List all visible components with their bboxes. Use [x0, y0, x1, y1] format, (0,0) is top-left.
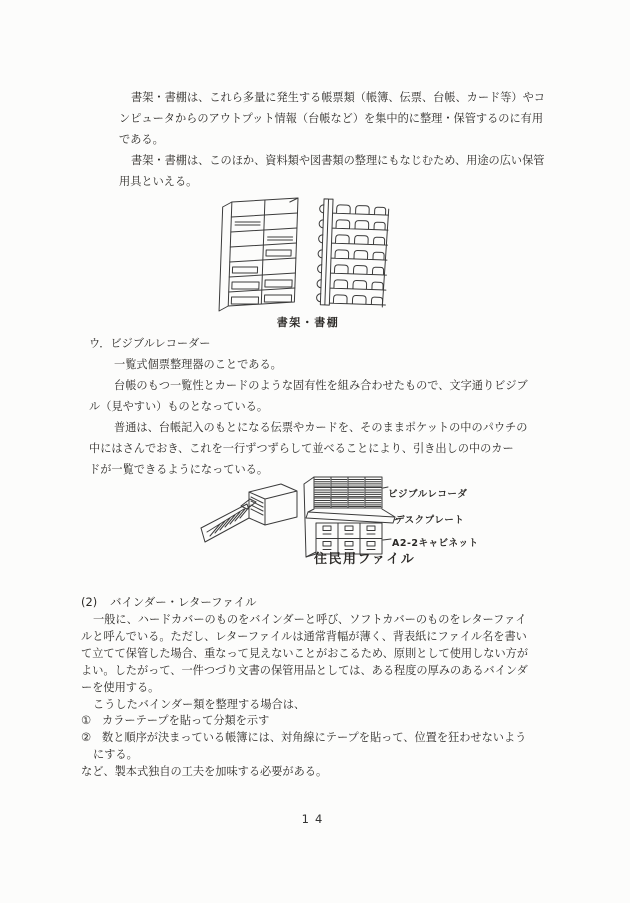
section-number: (2) [81, 595, 98, 609]
bookshelf-right-drawing [316, 199, 389, 307]
figure2-label-cabinet: A2-2キャビネット [392, 538, 479, 549]
item-text: 数と順序が決まっている帳簿には、対角線にテープを貼って、位置を狂わせないよう [102, 731, 527, 745]
text-line: である。 [119, 133, 164, 146]
text-line: て立てて保管した場合、重なって見えないことがおこるため、原則として使用しない方が [81, 646, 529, 660]
item-number: ① [81, 714, 92, 728]
text-line: にする。 [93, 748, 138, 762]
text-line: ル（見やすい）ものとなっている。 [89, 400, 269, 413]
list-item [81, 730, 561, 747]
section-visible-recorder [89, 333, 569, 480]
text-line: ーを使用する。 [81, 680, 160, 694]
figure2-label-visible-recorder: ビジブルレコーダ [388, 489, 468, 500]
leader-line [383, 539, 391, 540]
text-line: 一般に、ハードカバーのものをバインダーと呼び、ソフトカバーのものをレターファイ [93, 613, 527, 626]
text-line: など、製本式独自の工夫を加味する必要がある。 [81, 765, 328, 779]
item-number: ② [81, 731, 92, 745]
cabinet-drawing [304, 477, 395, 557]
figure2-caption: 住民用ファイル [314, 552, 416, 567]
text-line: よい。したがって、一件つづり文書の保管用品としては、ある程度の厚みのあるバインダ [81, 663, 528, 677]
text-line: 普通は、台帳記入のもとになる伝票やカードを、そのままポケットの中のパウチの [114, 421, 528, 434]
text-line: こうしたバインダー類を整理する場合は、 [93, 697, 306, 711]
figure1-caption: 書架・書棚 [276, 316, 340, 329]
page-number: 14 [301, 812, 329, 826]
text-line: ンピュータからのアウトプット情報（台帳など）を集中的に整理・保管するのに有用 [119, 112, 544, 125]
text-line: 一覧式個票整理器のことである。 [114, 358, 282, 371]
text-line: ドが一覧できるようになっている。 [89, 463, 269, 476]
section-title: バインダー・レターファイル [110, 595, 257, 609]
list-item [81, 713, 561, 730]
drawer-tray-drawing [201, 484, 297, 542]
text-line: 台帳のもつ一覧性とカードのような固有性を組み合わせたもので、文字通りビジブ [114, 379, 528, 392]
section-binder-letter-file [81, 593, 561, 781]
item-text: カラーテープを貼って分類を示す [102, 714, 270, 728]
intro-paragraphs [119, 87, 579, 192]
section-heading: ウ．ビジブルレコーダー [89, 337, 211, 350]
section-heading [81, 593, 561, 612]
text-line: 用具といえる。 [119, 175, 198, 188]
text-line: 書架・書棚は、これら多量に発生する帳票類（帳簿、伝票、台帳、カード等）やコ [131, 91, 545, 104]
text-line: ルと呼んでいる。ただし、レターファイルは通常背幅が薄く、背表紙にファイル名を書い [81, 629, 527, 643]
text-line: 中にはさんでおき、これを一行ずつずらして並べることにより、引き出しの中のカー [89, 442, 514, 455]
figure2-label-desk-plate: デスクプレート [395, 515, 465, 526]
bookshelves-illustration [212, 190, 404, 314]
bookshelf-left-drawing [219, 198, 298, 311]
text-line: 書架・書棚は、このほか、資料類や図書類の整理にもなじむため、用途の広い保管 [131, 154, 545, 167]
